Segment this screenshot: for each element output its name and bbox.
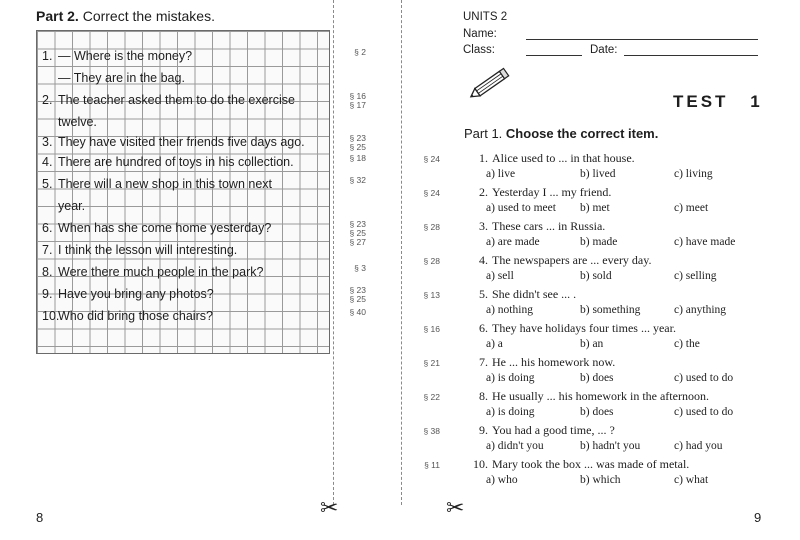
answer-option-c[interactable]: c) have made: [674, 236, 736, 248]
question-stem: Mary took the box ... was made of metal.: [492, 457, 690, 471]
grammar-ref: § 24: [423, 154, 440, 164]
part1-label: Part 1.: [464, 126, 503, 141]
item-text: There are hundred of toys in his collection.: [58, 155, 294, 169]
scissors-icon: ✂: [446, 495, 465, 520]
mistake-item: [42, 156, 294, 169]
question-text: [468, 356, 615, 368]
mistake-item: [42, 72, 185, 85]
page-number-right: 9: [754, 510, 762, 525]
date-field-line: [624, 55, 758, 56]
answer-option-b[interactable]: b) does: [580, 406, 614, 418]
grammar-ref: § 23 § 25: [349, 285, 366, 304]
item-text: — Where is the money?: [58, 49, 193, 63]
question-number: 1.: [479, 151, 488, 165]
cut-line-left: [333, 0, 334, 505]
question-number: 5.: [479, 287, 488, 301]
left-page: [0, 0, 366, 540]
page-number-left: 8: [36, 510, 44, 525]
grammar-ref: § 18: [349, 153, 366, 163]
grammar-ref: § 21: [423, 358, 440, 368]
mistake-item: [42, 266, 263, 279]
answer-option-c[interactable]: c) used to do: [674, 406, 734, 418]
units-label: UNITS 2: [463, 11, 508, 23]
question-text: [468, 322, 676, 334]
grammar-ref: § 28: [423, 222, 440, 232]
question-stem: Yesterday I ... my friend.: [492, 185, 612, 199]
mistake-item: [42, 178, 272, 191]
mistake-item: [42, 94, 295, 107]
item-number: 5.: [42, 177, 53, 191]
item-number: 1.: [42, 49, 53, 63]
mistake-item: [42, 244, 237, 257]
item-number: 6.: [42, 221, 53, 235]
question-text: [468, 288, 576, 300]
question-stem: These cars ... in Russia.: [492, 219, 606, 233]
question-text: [468, 152, 635, 164]
question-stem: He ... his homework now.: [492, 355, 616, 369]
answer-option-b[interactable]: b) met: [580, 202, 610, 214]
question-stem: He usually ... his homework in the afternoon.: [492, 389, 709, 403]
question-stem: They have holidays four times ... year.: [492, 321, 676, 335]
question-number: 4.: [479, 253, 488, 267]
answer-option-a[interactable]: a) who: [486, 474, 518, 486]
mistake-item: [42, 136, 305, 149]
answer-option-b[interactable]: b) something: [580, 304, 641, 316]
answer-option-a[interactable]: a) used to meet: [486, 202, 556, 214]
mistake-item: [42, 116, 97, 129]
question-stem: The newspapers are ... every day.: [492, 253, 652, 267]
answer-option-a[interactable]: a) are made: [486, 236, 540, 248]
item-text: I think the lesson will interesting.: [58, 243, 238, 257]
question-text: [468, 254, 651, 266]
answer-option-c[interactable]: c) what: [674, 474, 709, 486]
grammar-ref: § 22: [423, 392, 440, 402]
test-title: [673, 92, 763, 112]
item-text: Were there much people in the park?: [58, 265, 264, 279]
grammar-ref: § 16 § 17: [349, 91, 366, 110]
item-number: 8.: [42, 265, 53, 279]
item-text: They have visited their friends five days ago.: [58, 135, 305, 149]
question-stem: You had a good time, ... ?: [492, 423, 615, 437]
grammar-ref: § 23 § 25 § 27: [349, 219, 366, 247]
name-label: Name:: [463, 28, 497, 40]
answer-option-a[interactable]: a) is doing: [486, 372, 535, 384]
test-word: TEST: [673, 92, 729, 111]
pencil-icon: [465, 64, 515, 104]
scissors-icon: ✂: [320, 495, 339, 520]
item-text: twelve.: [58, 115, 97, 129]
grammar-ref: § 13: [423, 290, 440, 300]
answer-option-b[interactable]: b) an: [580, 338, 604, 350]
item-text: Have you bring any photos?: [58, 287, 214, 301]
item-number: 7.: [42, 243, 53, 257]
part1-heading: [464, 126, 658, 141]
class-field-line: [526, 55, 582, 56]
answer-option-a[interactable]: a) is doing: [486, 406, 535, 418]
answer-option-c[interactable]: c) used to do: [674, 372, 734, 384]
answer-option-b[interactable]: b) lived: [580, 168, 616, 180]
grammar-ref: § 23 § 25: [349, 133, 366, 152]
question-text: [468, 390, 709, 402]
grammar-ref: § 3: [354, 263, 366, 273]
answer-option-a[interactable]: a) sell: [486, 270, 514, 282]
question-number: 10.: [473, 457, 488, 471]
question-number: 9.: [479, 423, 488, 437]
answer-option-c[interactable]: c) the: [674, 338, 700, 350]
grammar-ref: § 28: [423, 256, 440, 266]
question-number: 7.: [479, 355, 488, 369]
item-text: The teacher asked them to do the exercise: [58, 93, 295, 107]
question-text: [468, 186, 611, 198]
class-label: Class:: [463, 44, 495, 56]
question-number: 2.: [479, 185, 488, 199]
answer-option-b[interactable]: b) hadn't you: [580, 440, 641, 452]
item-text: year.: [58, 199, 86, 213]
name-field-line: [526, 39, 758, 40]
part2-heading: [36, 8, 215, 24]
question-stem: She didn't see ... .: [492, 287, 577, 301]
part1-instruction: Choose the correct item.: [505, 126, 659, 141]
grammar-ref: § 32: [349, 175, 366, 185]
answer-option-a[interactable]: a) live: [486, 168, 516, 180]
item-text: When has she come home yesterday?: [58, 221, 272, 235]
answer-option-b[interactable]: b) made: [580, 236, 618, 248]
answer-option-b[interactable]: b) sold: [580, 270, 612, 282]
item-number: 9.: [42, 287, 53, 301]
grammar-ref: § 16: [423, 324, 440, 334]
mistake-item: [42, 288, 214, 301]
answer-option-a[interactable]: a) didn't you: [486, 440, 544, 452]
mistake-item: [42, 310, 213, 323]
cut-line-right: [401, 0, 402, 505]
grammar-ref: § 2: [354, 47, 366, 57]
right-page: [340, 0, 800, 540]
question-number: 3.: [479, 219, 488, 233]
grammar-ref: § 40: [349, 307, 366, 317]
mistake-item: [42, 50, 192, 63]
answer-option-b[interactable]: b) does: [580, 372, 614, 384]
question-number: 8.: [479, 389, 488, 403]
grammar-ref: § 11: [424, 460, 440, 470]
item-text: Who did bring those chairs?: [58, 309, 213, 323]
answer-option-a[interactable]: a) a: [486, 338, 503, 350]
question-text: [468, 458, 689, 470]
question-stem: Alice used to ... in that house.: [492, 151, 635, 165]
item-number: 10.: [42, 309, 60, 323]
question-text: [468, 424, 615, 436]
test-number: 1: [750, 92, 763, 111]
mistake-item: [42, 222, 271, 235]
grammar-ref: § 38: [423, 426, 440, 436]
answer-option-c[interactable]: c) selling: [674, 270, 717, 282]
part2-label: Part 2.: [36, 8, 79, 24]
answer-option-b[interactable]: b) which: [580, 474, 621, 486]
part2-instruction: Correct the mistakes.: [82, 8, 215, 24]
item-number: 3.: [42, 135, 53, 149]
answer-option-c[interactable]: c) meet: [674, 202, 709, 214]
grammar-ref: § 24: [423, 188, 440, 198]
answer-option-c[interactable]: c) living: [674, 168, 713, 180]
item-number: 4.: [42, 155, 53, 169]
date-label: Date:: [590, 44, 618, 56]
item-text: There will a new shop in this town next: [58, 177, 272, 191]
answer-option-c[interactable]: c) anything: [674, 304, 727, 316]
question-text: [468, 220, 605, 232]
answer-option-a[interactable]: a) nothing: [486, 304, 533, 316]
item-number: 2.: [42, 93, 53, 107]
item-text: — They are in the bag.: [58, 71, 185, 85]
answer-option-c[interactable]: c) had you: [674, 440, 723, 452]
question-number: 6.: [479, 321, 488, 335]
mistake-item: [42, 200, 85, 213]
